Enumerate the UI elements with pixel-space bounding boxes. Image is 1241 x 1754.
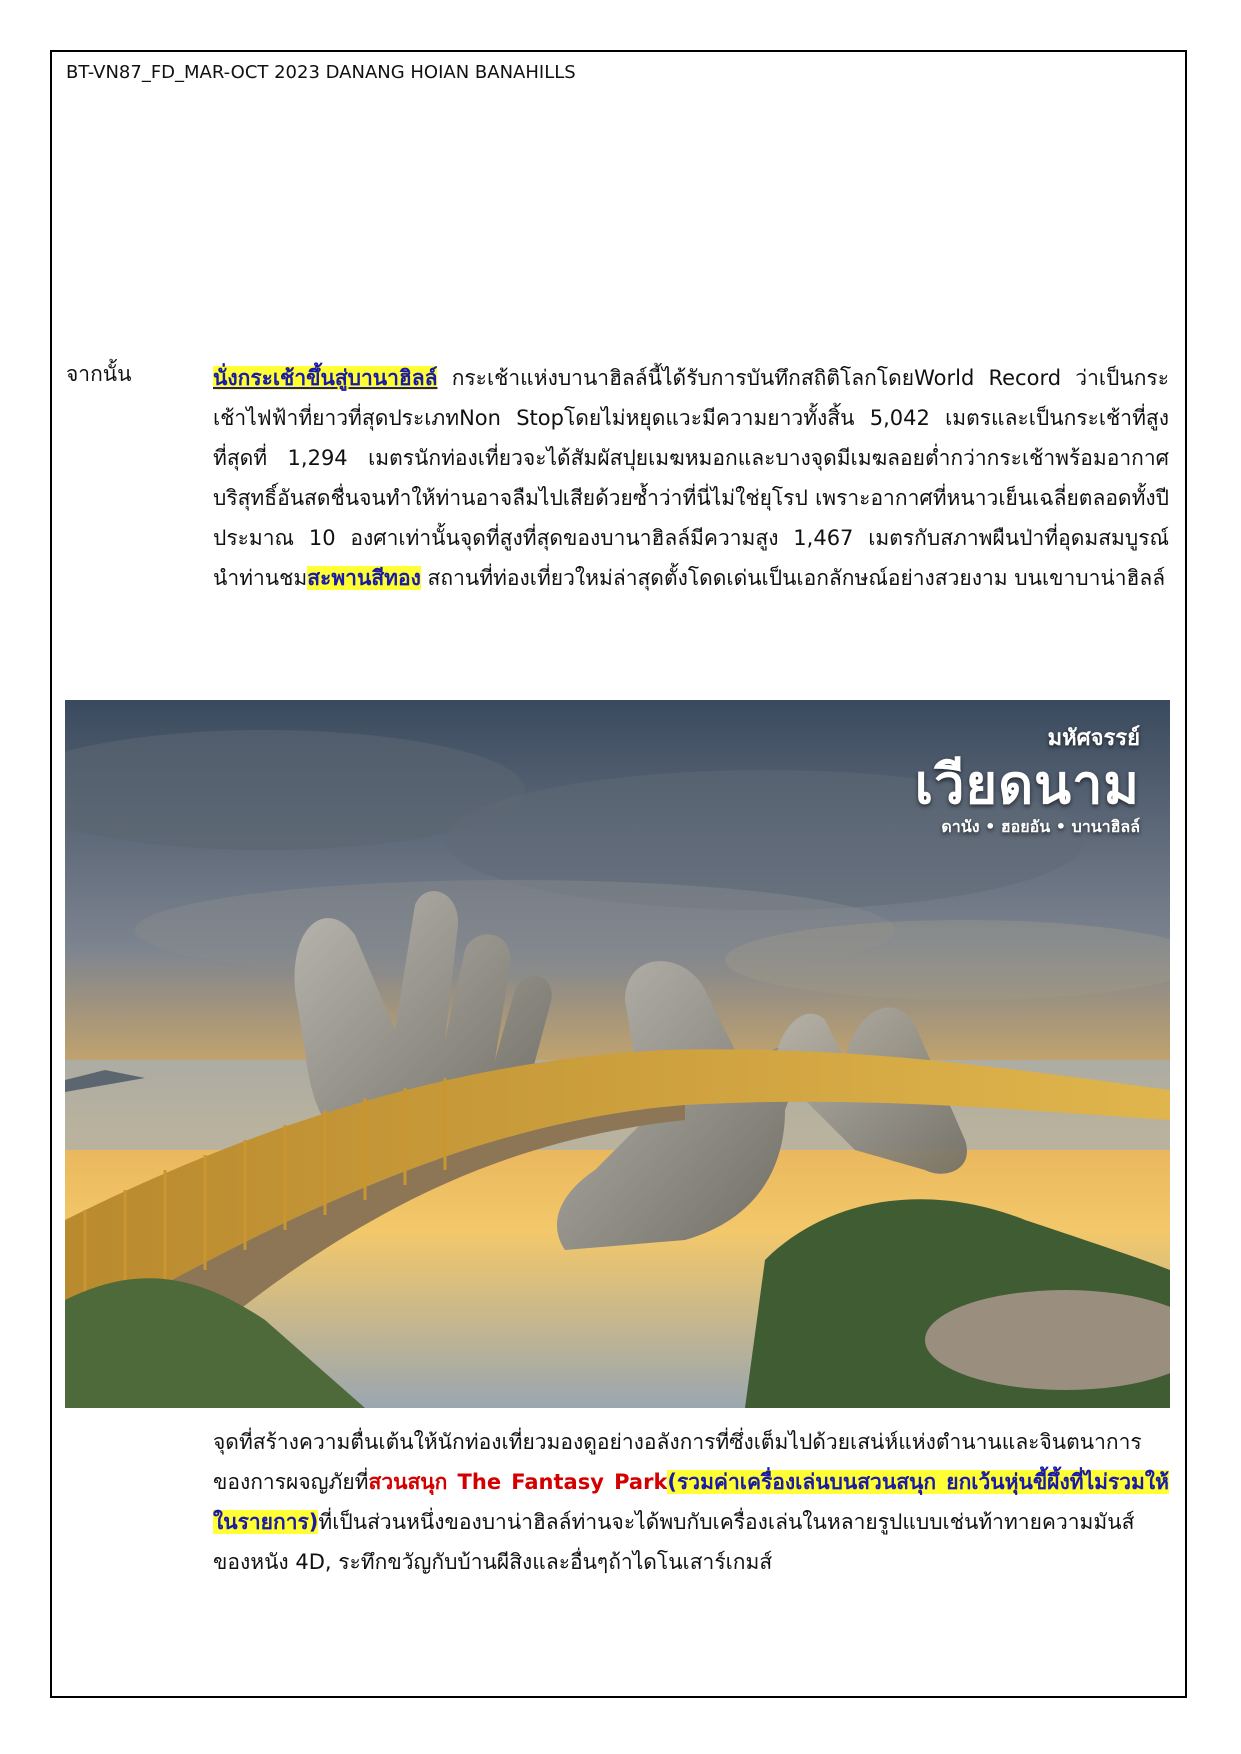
photo-logo	[915, 720, 1140, 840]
document-code: BT-VN87_FD_MAR-OCT 2023 DANANG HOIAN BANAHILLS	[66, 62, 576, 83]
highlight-cable-car: นั่งกระเช้าขึ้นสู่บานาฮิลล์	[213, 366, 438, 390]
logo-subtitle: ดานัง • ฮอยอัน • บานาฮิลล์	[941, 817, 1140, 836]
logo-title: เวียดนาม	[914, 753, 1140, 816]
paragraph-text: กระเช้าแห่งบานาฮิลล์นี้ได้รับการบันทึกสถิติโลกโดยWorld Record ว่าเป็นกระเช้าไฟฟ้าที่ยาวที่สุดประเภทNon Stopโดยไม่หยุดแวะมีความยาวทั้งสิ้น 5,042 เมตรและเป็นกระเช้าที่สูงที่สุดที่ 1,294 เมตรนักท่องเที่ยวจะได้สัมผัสปุยเมฆหมอกและบางจุดมีเมฆลอยต่ำกว่ากระเช้าพร้อมอากาศบริสุทธิ์อันสดชื่นจนทำให้ท่านอาจลืมไปเสียด้วยซ้ำว่าที่นี่ไม่ใช่ยุโรป เพราะอากาศที่หนาวเย็นเฉลี่ยตลอดทั้งปีประมาณ 10 องศาเท่านั้นจุดที่สูงที่สุดของบานาฮิลล์มีความสูง 1,467 เมตรกับสภาพผืนป่าที่อุดมสมบูรณ์ นำท่านชม	[213, 366, 1169, 590]
section-label: จากนั้น	[66, 362, 132, 386]
paragraph-banahills	[213, 358, 1169, 598]
paragraph-text: จุดที่สร้างความตื่นเต้นให้นักท่องเที่ยวมองดูอย่างอลังการที่ซึ่งเต็มไปด้วยเสน่ห์แห่งตำนานและจินตนาการของการผจญภัยที่	[213, 1430, 1142, 1494]
highlight-golden-bridge: สะพานสีทอง	[307, 566, 421, 590]
logo-small-text: มหัศจรรย์	[1047, 726, 1140, 751]
highlight-fantasy-park: สวนสนุก The Fantasy Park	[368, 1470, 668, 1494]
highlight-inclusion-note: (รวมค่าเครื่องเล่นบนสวนสนุก ยกเว้นหุ่นขี้ผึ้งที่ไม่รวมให้ในรายการ)	[213, 1470, 1169, 1534]
paragraph-text-end: ที่เป็นส่วนหนึ่งของบาน่าฮิลล์ท่านจะได้พบกับเครื่องเล่นในหลายรูปแบบเช่นท้าทายความมันส์ของหนัง 4D, ระทึกขวัญกับบ้านผีสิงและอื่นๆถ้าไดโนเสาร์เกมส์	[213, 1510, 1135, 1574]
golden-bridge-photo	[65, 700, 1170, 1408]
paragraph-text-end: สถานที่ท่องเที่ยวใหม่ล่าสุดตั้งโดดเด่นเป็นเอกลักษณ์อย่างสวยงาม บนเขาบาน่าฮิลล์	[420, 566, 1166, 590]
paragraph-fantasy-park	[213, 1422, 1169, 1582]
